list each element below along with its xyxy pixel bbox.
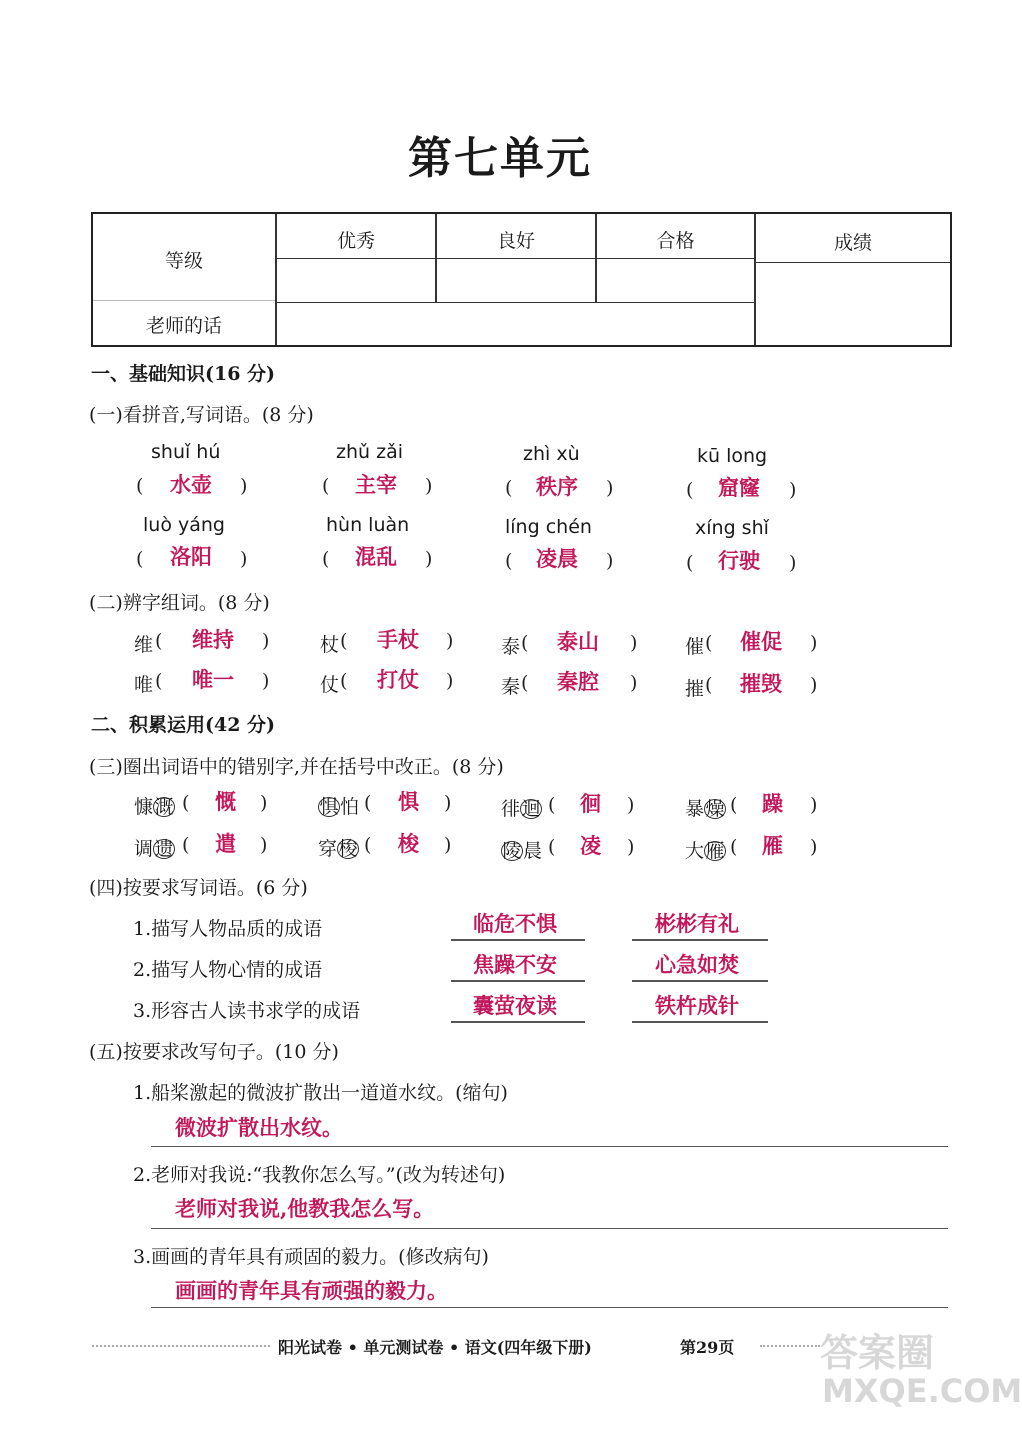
answer: 打仗 [377, 667, 419, 692]
grade-level-label: 等级 [164, 250, 203, 272]
paren-close: ) [260, 834, 268, 856]
answer: 老师对我说,他教我怎么写。 [175, 1196, 435, 1221]
sentence-prompt: 2.老师对我说:“我教你怎么写。”(改为转述句) [133, 1164, 506, 1186]
paren-close: ) [260, 792, 268, 814]
paren-close: ) [446, 630, 454, 652]
paren-open: ( [364, 834, 372, 856]
circled-char: 迴 [521, 798, 541, 820]
watermark-logo: 答案圈 [820, 1331, 935, 1375]
footer-text: 阳光试卷 • 单元测试卷 • 语文(四年级下册) [278, 1338, 592, 1357]
answer: 躁 [762, 791, 783, 816]
answer: 梭 [398, 831, 419, 856]
pinyin: líng chén [505, 516, 592, 538]
error-word: 调遗 [134, 838, 174, 860]
paren-open: ( [136, 548, 144, 570]
section-heading: 一、基础知识(16 分) [91, 363, 276, 385]
answer: 凌 [580, 833, 601, 858]
paren-open: ( [548, 794, 556, 816]
answer-line [632, 1021, 768, 1023]
answer: 彬彬有礼 [655, 911, 739, 936]
error-word: 惧怕 [319, 796, 360, 818]
paren-close: ) [444, 792, 452, 814]
paren-open: ( [686, 552, 694, 574]
paren-close: ) [446, 670, 454, 692]
question-heading: (三)圈出词语中的错别字,并在括号中改正。(8 分) [89, 756, 504, 778]
paren-open: ( [548, 836, 556, 858]
watermark-site: MXQE.COM [822, 1372, 1022, 1410]
answer: 混乱 [355, 544, 397, 569]
answer-line [451, 939, 585, 941]
paren-open: ( [155, 630, 163, 652]
page-number: 第29页 [680, 1338, 735, 1357]
answer: 秩序 [536, 474, 578, 499]
pinyin: zhì xù [523, 443, 580, 465]
paren-open: ( [505, 477, 513, 499]
paren-open: ( [686, 479, 694, 501]
circled-char: 溉 [154, 796, 174, 818]
answer-line [451, 980, 585, 982]
grade-score: 成绩 [833, 232, 872, 254]
paren-open: ( [322, 475, 330, 497]
answer: 维持 [192, 627, 234, 652]
circled-char: 燥 [705, 798, 725, 820]
question-heading: (四)按要求写词语。(6 分) [89, 877, 308, 899]
paren-open: ( [730, 794, 738, 816]
source-char: 催 [685, 636, 705, 658]
paren-close: ) [606, 550, 614, 572]
answer: 秦腔 [557, 669, 599, 694]
answer: 催促 [740, 629, 782, 654]
paren-close: ) [630, 632, 638, 654]
error-word: 大雁 [685, 840, 725, 862]
answer: 画画的青年具有顽强的毅力。 [175, 1278, 448, 1303]
pinyin: kū long [697, 445, 768, 467]
circled-char: 雁 [705, 840, 725, 862]
answer: 铁杵成针 [655, 993, 739, 1018]
paren-close: ) [425, 548, 433, 570]
paren-open: ( [340, 670, 348, 692]
grade-table [91, 212, 952, 347]
paren-close: ) [444, 834, 452, 856]
answer-line [451, 1021, 585, 1023]
paren-close: ) [627, 794, 635, 816]
page-title: 第七单元 [408, 133, 592, 184]
paren-close: ) [810, 632, 818, 654]
error-word: 陵晨 [502, 840, 543, 862]
table-divider [93, 300, 275, 301]
sentence-prompt: 3.画画的青年具有顽固的毅力。(修改病句) [133, 1246, 489, 1268]
paren-open: ( [705, 674, 713, 696]
table-divider [754, 262, 950, 263]
paren-open: ( [364, 792, 372, 814]
answer-line [151, 1307, 948, 1308]
question-heading: (二)辨字组词。(8 分) [89, 592, 270, 614]
answer: 水壶 [170, 472, 212, 497]
answer: 泰山 [557, 629, 599, 654]
answer: 凌晨 [536, 546, 578, 571]
error-word: 暴燥 [685, 798, 725, 820]
paren-close: ) [810, 794, 818, 816]
sentence-prompt: 1.船桨激起的微波扩散出一道道水纹。(缩句) [133, 1082, 508, 1104]
source-char: 唯 [134, 674, 154, 696]
paren-open: ( [182, 792, 190, 814]
paren-close: ) [627, 836, 635, 858]
paren-close: ) [630, 672, 638, 694]
circled-char: 梭 [338, 838, 358, 860]
grade-good: 良好 [496, 230, 535, 252]
answer: 微波扩散出水纹。 [175, 1115, 343, 1140]
answer: 临危不惧 [473, 911, 557, 936]
answer-line [151, 1228, 948, 1229]
idiom-prompt: 3.形容古人读书求学的成语 [133, 1000, 361, 1022]
footer-dots [760, 1345, 820, 1347]
grade-excellent: 优秀 [336, 230, 375, 252]
section-heading: 二、积累运用(42 分) [91, 714, 276, 736]
answer: 手杖 [377, 627, 419, 652]
pinyin: shuǐ hú [151, 441, 221, 463]
answer: 囊萤夜读 [473, 993, 557, 1018]
answer: 徊 [580, 791, 601, 816]
idiom-prompt: 1.描写人物品质的成语 [133, 918, 323, 940]
answer-line [151, 1146, 948, 1147]
table-divider [275, 302, 756, 303]
paren-close: ) [262, 630, 270, 652]
paren-close: ) [810, 674, 818, 696]
answer-line [632, 980, 768, 982]
answer: 焦躁不安 [473, 952, 557, 977]
answer-line [632, 939, 768, 941]
grade-pass: 合格 [656, 230, 695, 252]
error-word: 徘迴 [501, 798, 541, 820]
source-char: 维 [134, 634, 154, 656]
paren-close: ) [789, 552, 797, 574]
paren-open: ( [521, 632, 529, 654]
answer: 遣 [215, 831, 236, 856]
source-char: 杖 [320, 634, 340, 656]
paren-close: ) [606, 477, 614, 499]
paren-open: ( [340, 630, 348, 652]
paren-open: ( [705, 632, 713, 654]
question-heading: (五)按要求改写句子。(10 分) [89, 1041, 339, 1063]
circled-char: 陵 [502, 840, 522, 862]
answer: 行驶 [718, 548, 760, 573]
paren-close: ) [262, 670, 270, 692]
paren-open: ( [521, 672, 529, 694]
answer: 洛阳 [170, 544, 212, 569]
footer-dots [92, 1345, 270, 1347]
answer: 主宰 [355, 472, 397, 497]
paren-close: ) [789, 479, 797, 501]
paren-open: ( [730, 836, 738, 858]
question-heading: (一)看拼音,写词语。(8 分) [89, 404, 314, 426]
paren-open: ( [182, 834, 190, 856]
pinyin: xíng shǐ [695, 517, 769, 539]
paren-open: ( [155, 670, 163, 692]
pinyin: zhǔ zǎi [336, 441, 403, 463]
error-word: 穿梭 [318, 838, 358, 860]
pinyin: hùn luàn [326, 514, 410, 536]
source-char: 秦 [501, 676, 521, 698]
answer: 心急如焚 [655, 952, 739, 977]
teacher-words-label: 老师的话 [145, 315, 222, 337]
answer: 摧毁 [740, 671, 782, 696]
answer: 慨 [215, 789, 236, 814]
paren-close: ) [240, 548, 248, 570]
answer: 唯一 [192, 667, 234, 692]
error-word: 慷溉 [134, 796, 174, 818]
paren-close: ) [240, 475, 248, 497]
source-char: 摧 [685, 678, 705, 700]
idiom-prompt: 2.描写人物心情的成语 [133, 959, 323, 981]
table-divider [275, 258, 756, 259]
source-char: 泰 [501, 636, 521, 658]
answer: 窟窿 [718, 475, 760, 500]
source-char: 仗 [320, 674, 340, 696]
paren-open: ( [505, 550, 513, 572]
paren-close: ) [810, 836, 818, 858]
paren-close: ) [425, 475, 433, 497]
circled-char: 惧 [319, 796, 339, 818]
circled-char: 遗 [154, 838, 174, 860]
paren-open: ( [322, 548, 330, 570]
pinyin: luò yáng [143, 514, 225, 536]
answer: 雁 [762, 833, 783, 858]
answer: 惧 [398, 789, 419, 814]
paren-open: ( [136, 475, 144, 497]
